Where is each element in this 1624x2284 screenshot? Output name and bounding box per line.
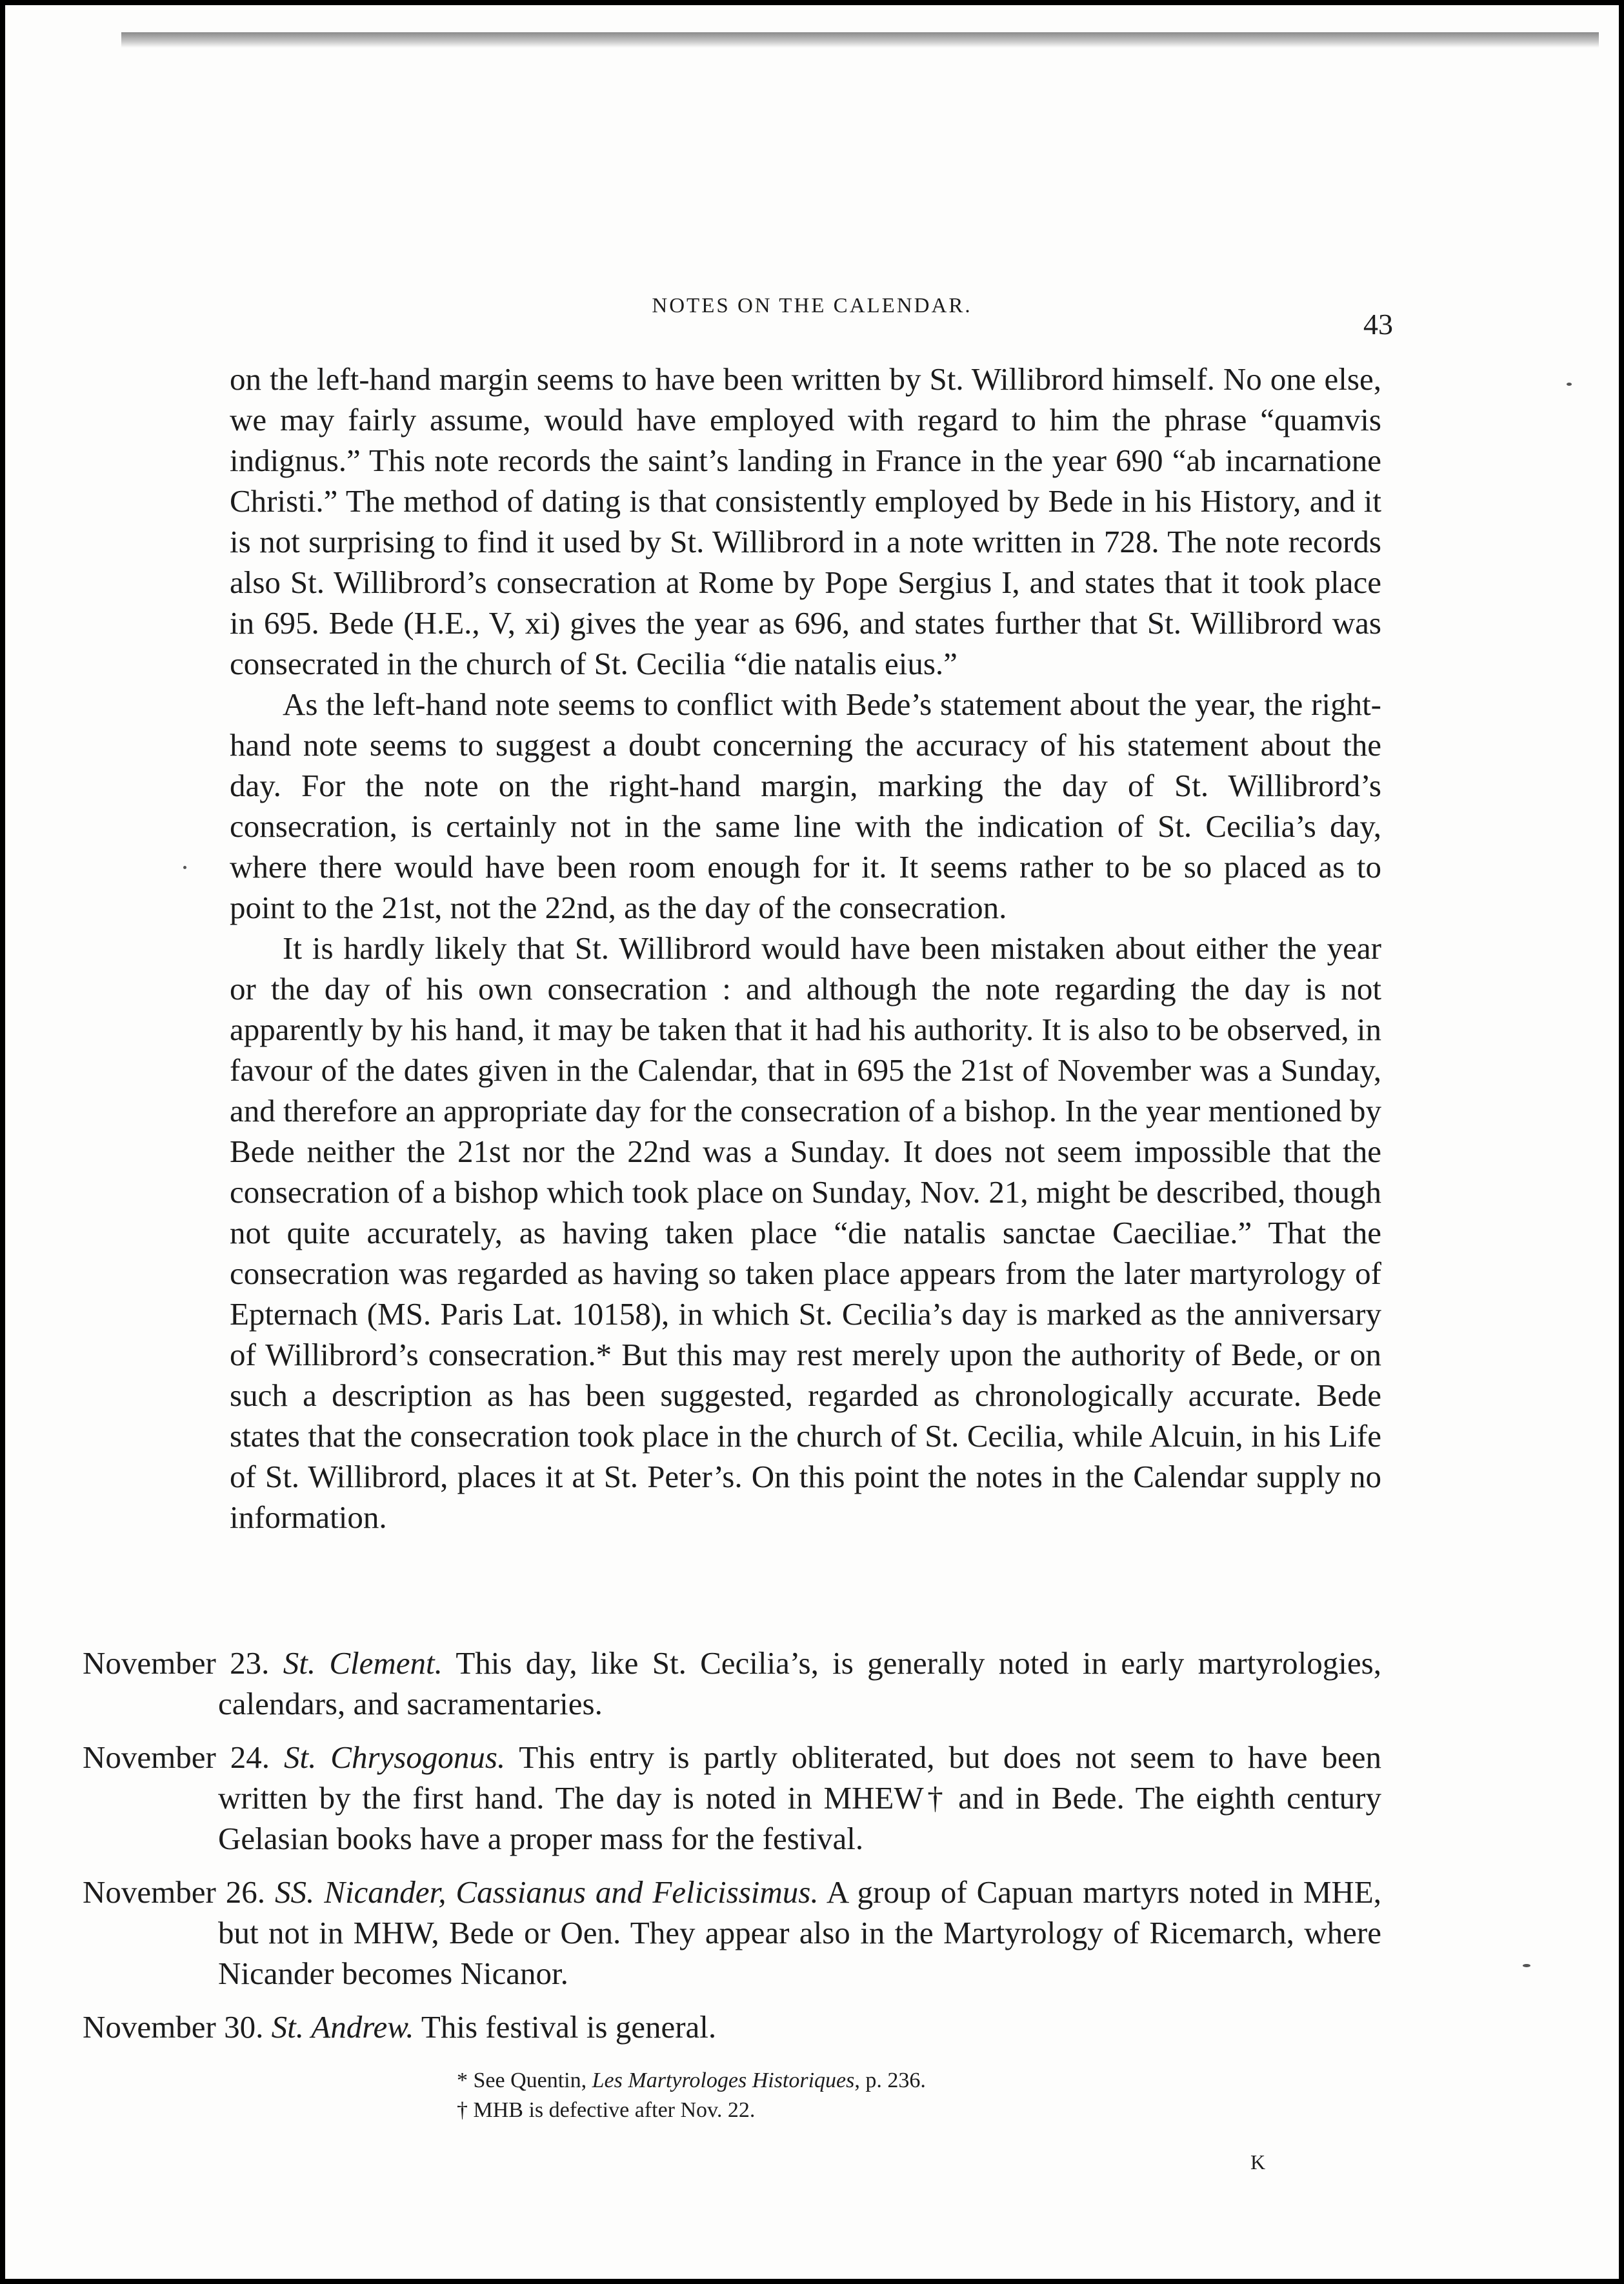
footnote-dagger: † MHB is defective after Nov. 22. — [457, 2098, 756, 2122]
entry-text: This entry is partly obliterated, but does not seem to have been written by the first hand. The day is noted in MHEW† and in Bede. The eighth century Gelasian books have a proper mass for the festival. — [218, 1739, 1381, 1856]
signature-mark: K — [1250, 2150, 1266, 2174]
paragraph-1: on the left-hand margin seems to have been written by St. Willibrord himself. No one else, we may fairly assume, would have employed with regard to him the phrase “quamvis indignus.” This note records the saint’s landing in France in the year 690 “ab incarnatione Christi.” The method of dating is that consistently employed by Bede in his History, and it is not surprising to find it used by St. Willibrord in a note written in 728. The note records also St. Willibrord’s consecration at Rome by Pope Sergius I, and states that it took place in 695. Bede (H.E., V, xi) gives the year as 696, and states further that St. Willibrord was consecrated in the church of St. Cecilia “die natalis eius.” — [230, 361, 1381, 681]
entry-date: November 23. — [83, 1645, 270, 1681]
footnote-star-title: Les Martyrologes Historiques — [592, 2069, 855, 2092]
calendar-entry-nov-26 — [83, 1872, 1381, 1994]
running-title: NOTES ON THE CALENDAR. — [652, 294, 972, 317]
body-text — [230, 359, 1381, 1538]
scan-speck — [1567, 383, 1572, 386]
scan-shadow — [121, 32, 1599, 48]
entry-date: November 26. — [83, 1874, 266, 1910]
entry-text: This day, like St. Cecilia’s, is generally noted in early martyrologies, calendars, and sacramentaries. — [218, 1645, 1381, 1721]
footnote-star-text: * See Quentin, — [457, 2069, 592, 2092]
entry-text: This festival is general. — [421, 2009, 717, 2045]
entry-saint: St. Andrew. — [271, 2009, 414, 2045]
paragraph-2: As the left-hand note seems to conflict with Bede’s statement about the year, the right-hand note seems to suggest a doubt concerning the accuracy of his statement about the day. For the note on the right-hand margin, marking the day of St. Willibrord’s consecration, is certainly not in the same line with the indication of St. Cecilia’s day, where there would have been room enough for it. It seems rather to be so placed as to point to the 21st, not the 22nd, as the day of the consecration. — [230, 686, 1381, 925]
entry-saint: SS. Nicander, Cassianus and Felicissimus. — [275, 1874, 819, 1910]
entry-text: A group of Capuan martyrs noted in MHE, but not in MHW, Bede or Oen. They appear also in the Martyrology of Ricemarch, where Nicander becomes Nicanor. — [218, 1874, 1381, 1991]
scan-speck — [1523, 1964, 1530, 1967]
footnote-star-page: , p. 236. — [854, 2069, 926, 2092]
page-number: 43 — [1363, 308, 1393, 341]
entry-date: November 30. — [83, 2009, 264, 2045]
entry-date: November 24. — [83, 1739, 270, 1775]
footnote-star — [457, 2066, 1231, 2096]
calendar-entry-nov-24 — [83, 1737, 1381, 1859]
calendar-entry-nov-30 — [83, 2007, 1381, 2047]
scan-speck — [183, 866, 186, 869]
entry-saint: St. Clement. — [283, 1645, 443, 1681]
calendar-entry-nov-23 — [83, 1643, 1381, 1724]
paragraph-3: It is hardly likely that St. Willibrord would have been mistaken about either the year or the day of his own consecration : and although the note regarding the day is not apparently by his hand, it may be taken that it had his authority. It is also to be observed, in favour of the dates given in the Calendar, that in 695 the 21st of November was a Sunday, and therefore an appropriate day for the consecration of a bishop. In the year mentioned by Bede neither the 21st nor the 22nd was a Sunday. It does not seem impossible that the consecration of a bishop which took place on Sunday, Nov. 21, might be described, though not quite accurately, as having taken place “die natalis sanctae Caeciliae.” That the consecration was regarded as having so taken place appears from the later martyrology of Epternach (MS. Paris Lat. 10158), in which St. Cecilia’s day is marked as the anniversary of Willibrord’s consecration.* But this may rest merely upon the authority of Bede, or on such a description as has been suggested, regarded as chronologically accurate. Bede states that the consecration took place in the church of St. Cecilia, while Alcuin, in his Life of St. Willibrord, places it at St. Peter’s. On this point the notes in the Calendar supply no information. — [230, 930, 1381, 1535]
calendar-entries — [83, 1643, 1381, 2047]
entry-saint: St. Chrysogonus. — [283, 1739, 506, 1775]
footnotes — [457, 2066, 1231, 2125]
